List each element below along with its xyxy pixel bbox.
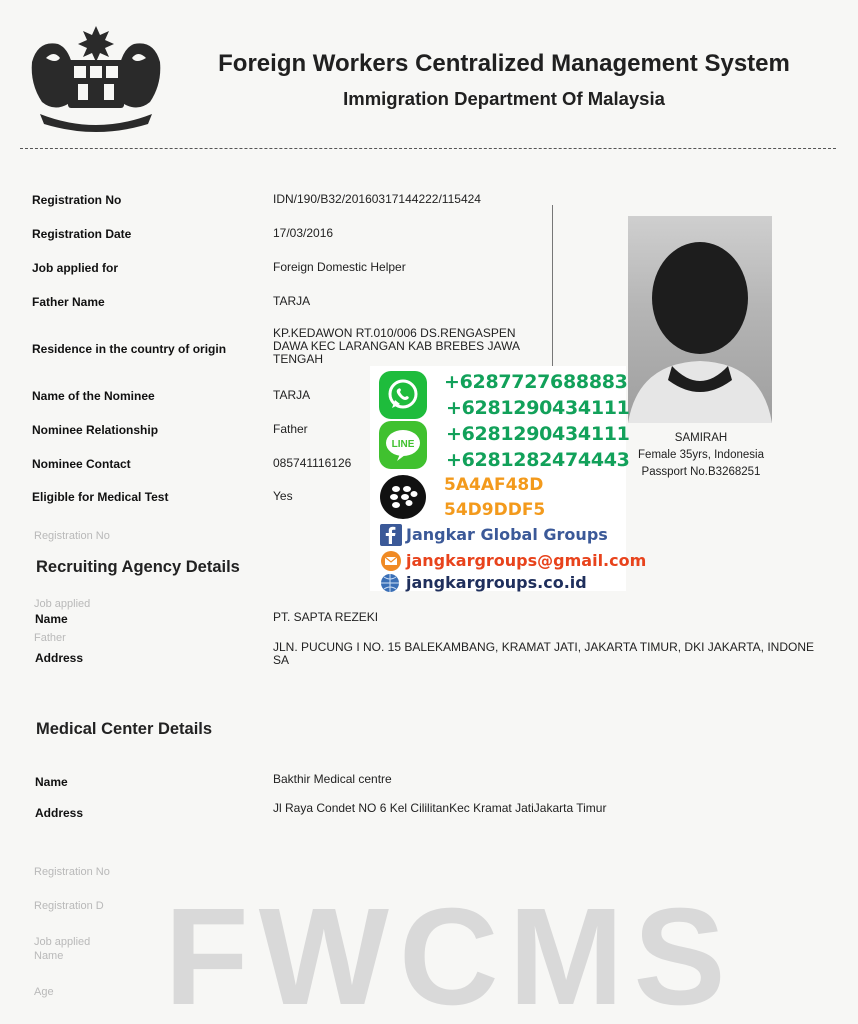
- email-icon[interactable]: [380, 550, 402, 572]
- residence-value: [273, 327, 520, 366]
- line-icon-label: LINE: [391, 439, 415, 450]
- passport-number: Passport No.B3268251: [641, 466, 761, 478]
- page-subtitle: Immigration Department Of Malaysia: [343, 88, 665, 109]
- nominee-name-value: TARJA: [273, 388, 311, 402]
- ghost-text: Name: [34, 950, 64, 962]
- email-address[interactable]: jangkargroups@gmail.com: [406, 551, 647, 570]
- website-url[interactable]: jangkargroups.co.id: [406, 573, 587, 592]
- agency-address-label: Address: [35, 651, 84, 665]
- residence-line: DAWA KEC LARANGAN KAB BREBES JAWA: [273, 339, 520, 353]
- nominee-relationship-label: Nominee Relationship: [32, 423, 159, 437]
- nominee-relationship-value: Father: [273, 422, 308, 436]
- registration-no-value: IDN/190/B32/20160317144222/115424: [273, 192, 481, 206]
- blackberry-messenger-icon[interactable]: [378, 472, 428, 522]
- header-divider: [20, 148, 836, 149]
- medical-test-label: Eligible for Medical Test: [32, 490, 169, 504]
- watermark-text: FWCMS: [164, 896, 736, 1016]
- phone-number[interactable]: +6281290434111: [446, 423, 630, 445]
- ghost-text: Age: [34, 986, 54, 998]
- phone-number[interactable]: +6281290434111: [446, 397, 630, 419]
- line-icon[interactable]: [378, 420, 428, 470]
- agency-name-label: Name: [35, 612, 68, 626]
- ghost-text: Registration D: [34, 900, 104, 912]
- medical-section-heading: Medical Center Details: [36, 720, 213, 738]
- ghost-text: Father: [34, 632, 66, 644]
- medical-address-value: Jl Raya Condet NO 6 Kel CililitanKec Kramat JatiJakarta Timur: [273, 801, 607, 815]
- agency-address-value: [273, 641, 838, 667]
- applicant-photo: [628, 216, 772, 423]
- ghost-text: Registration No: [34, 530, 110, 542]
- bbm-pin[interactable]: 54D9DDF5: [444, 500, 546, 520]
- phone-number[interactable]: +6281282474443: [446, 449, 630, 471]
- ghost-text: Registration No: [34, 866, 110, 878]
- agency-name-value: PT. SAPTA REZEKI: [273, 610, 379, 624]
- medical-test-value: Yes: [273, 489, 293, 503]
- nominee-name-label: Name of the Nominee: [32, 389, 155, 403]
- residence-label: Residence in the country of origin: [32, 342, 227, 356]
- medical-name-value: Bakthir Medical centre: [273, 772, 392, 786]
- redacted-face-icon: [628, 216, 772, 423]
- job-applied-value: Foreign Domestic Helper: [273, 260, 406, 274]
- ghost-text: Job applied: [34, 936, 91, 948]
- malaysia-coat-of-arms-icon: [22, 22, 170, 134]
- residence-line: KP.KEDAWON RT.010/006 DS.RENGASPEN: [273, 326, 516, 340]
- nominee-contact-label: Nominee Contact: [32, 457, 131, 471]
- applicant-details: Female 35yrs, Indonesia: [638, 449, 764, 461]
- job-applied-label: Job applied for: [32, 261, 119, 275]
- father-name-label: Father Name: [32, 295, 105, 309]
- agency-address-line: JLN. PUCUNG I NO. 15 BALEKAMBANG, KRAMAT JATI, JAKARTA TIMUR, DKI JAKARTA, INDONE: [273, 640, 815, 654]
- fwcms-watermark: [60, 896, 840, 1016]
- registration-no-label: Registration No: [32, 193, 122, 207]
- medical-name-label: Name: [35, 775, 68, 789]
- facebook-page[interactable]: Jangkar Global Groups: [406, 525, 608, 544]
- registration-date-label: Registration Date: [32, 227, 132, 241]
- phone-number[interactable]: +6287727688883: [444, 371, 628, 393]
- ghost-text: Job applied: [34, 598, 91, 610]
- applicant-name: SAMIRAH: [674, 432, 728, 444]
- registration-date-value: 17/03/2016: [273, 226, 334, 240]
- nominee-contact-value: 085741116126: [273, 456, 352, 470]
- father-name-value: TARJA: [273, 294, 311, 308]
- globe-icon[interactable]: [380, 573, 400, 593]
- residence-line: TENGAH: [273, 352, 324, 366]
- whatsapp-icon[interactable]: [378, 370, 428, 420]
- medical-address-label: Address: [35, 806, 84, 820]
- bbm-pin[interactable]: 5A4AF48D: [444, 475, 544, 495]
- page-title: Foreign Workers Centralized Management System: [218, 50, 790, 77]
- agency-address-line: SA: [273, 653, 290, 667]
- agency-section-heading: Recruiting Agency Details: [36, 558, 240, 576]
- facebook-icon[interactable]: [380, 524, 402, 546]
- contact-overlay: [370, 366, 647, 592]
